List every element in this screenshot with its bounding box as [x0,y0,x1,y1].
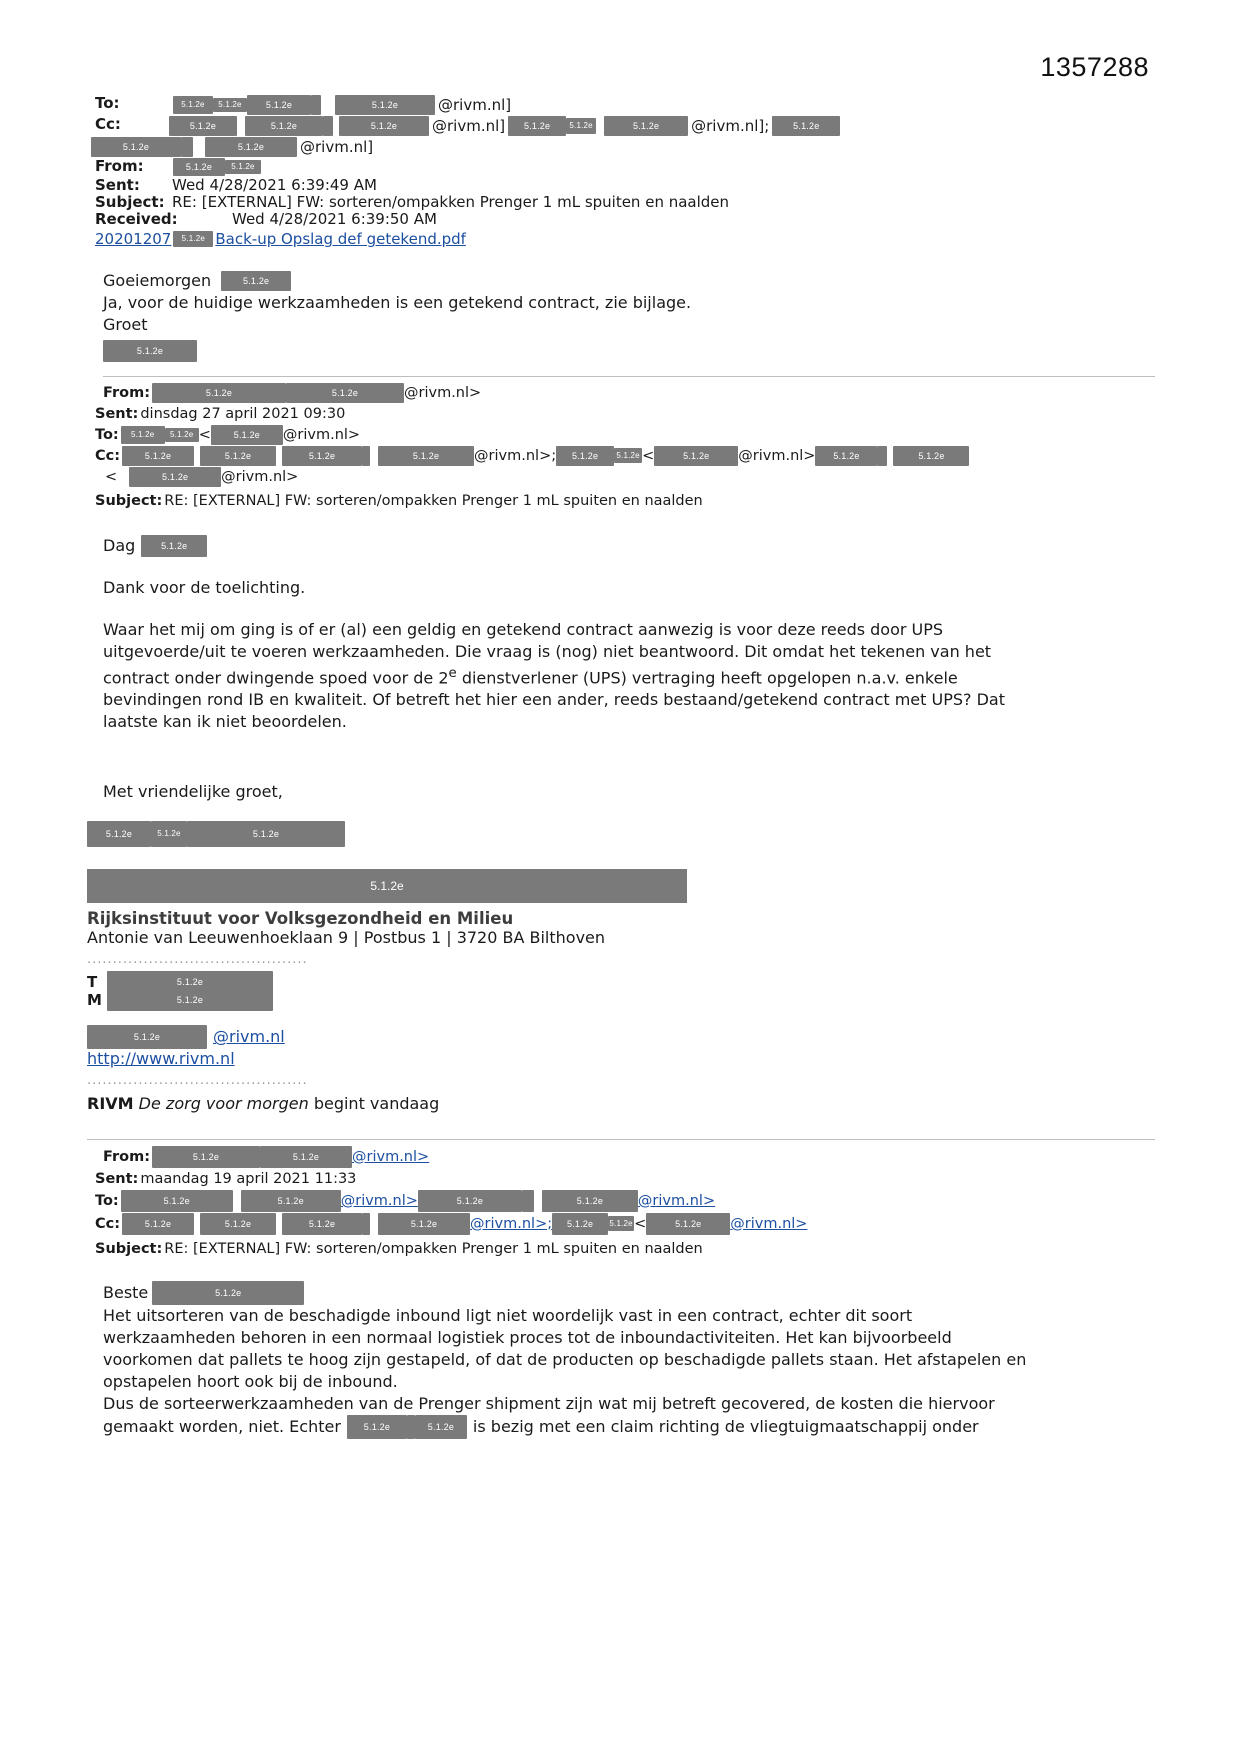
signature-website-link[interactable]: http://www.rivm.nl [87,1048,235,1068]
redaction: 5.1.2e [245,116,323,136]
redaction: 5.1.2e [893,446,969,466]
redaction: 5.1.2e [91,137,181,157]
dot-divider: ........................................... [87,954,308,967]
quoted-2-to-row [95,1190,1155,1212]
cc-domain: @rivm.nl] [432,117,506,135]
redaction: 5.1.2e [151,821,187,847]
redaction: 5.1.2e [556,446,614,466]
signature-organisation: Rijksinstituut voor Volksgezondheid en Milieu [87,908,514,928]
redaction [181,137,193,157]
subject-label: Subject: [95,1240,163,1257]
quoted-2-body [103,1281,1155,1439]
email-header-block [95,95,1155,248]
redaction: 5.1.2e [221,271,291,291]
quoted-2-line2: werkzaamheden behoren in een normaal logistiek proces tot de inboundactiviteiten. Het kan bijvoorbeeld [103,1327,952,1347]
header-row-subject [95,194,1155,210]
signature-email-domain[interactable]: @rivm.nl [213,1027,285,1047]
redaction: 5.1.2e [87,821,151,847]
redaction [522,1190,534,1212]
redaction: 5.1.2e [103,340,197,362]
sent-value: Wed 4/28/2021 6:39:49 AM [172,176,377,194]
sent-label: Sent: [95,405,139,422]
redaction: 5.1.2e [141,535,207,557]
quoted-1-p2-line1: Waar het mij om ging is of er (al) een geldig en getekend contract aanwezig is voor deze reeds door UPS [103,619,944,639]
redaction: 5.1.2e [121,426,165,444]
attachment-row[interactable] [95,230,1155,248]
quoted-1-body [103,535,1155,803]
redaction [311,95,321,115]
divider [103,376,1155,377]
redaction: 5.1.2e [187,821,345,847]
redaction: 5.1.2e [173,158,225,176]
quoted-2-sent-row [95,1169,1155,1189]
subject-label: Subject: [95,193,165,211]
from-label: From: [95,157,144,175]
rivm-tag: RIVM [87,1093,134,1113]
from-domain: @rivm.nl> [404,384,482,401]
redaction: 5.1.2e [378,1213,470,1235]
redaction: 5.1.2e [213,98,247,112]
redaction: 5.1.2e [508,116,566,136]
redaction: 5.1.2e [211,425,283,445]
redaction: 5.1.2e [152,1281,304,1305]
redaction: 5.1.2e [815,446,877,466]
redaction: 5.1.2e [173,231,213,247]
redaction: 5.1.2e [121,1190,233,1212]
attachment-prefix[interactable]: 20201207 [95,230,172,248]
to-domain[interactable]: @rivm.nl> [637,1192,716,1209]
quoted-1-header [95,383,1155,511]
redaction: 5.1.2e [260,1146,352,1168]
rivm-slogan-italic: De zorg voor morgen [138,1093,309,1113]
rivm-slogan-rest: begint vandaag [308,1093,440,1113]
cc-domain: @rivm.nl]; [691,117,770,135]
redaction: 5.1.2e [415,1415,467,1439]
header-row-from [95,158,1155,176]
dot-divider: ........................................... [87,1075,308,1088]
redaction: 5.1.2e [129,467,221,487]
quoted-1-signoff: Met vriendelijke groet, [103,781,283,801]
document-id: 1357288 [1040,52,1149,82]
quoted-1-p2-line4: bevindingen rond IB en kwaliteit. Of betreft het hier een ander, reeds bestaand/getekend contract met UPS? Dat [103,689,1005,709]
redaction: 5.1.2e [247,95,311,115]
attachment-link[interactable]: Back-up Opslag def getekend.pdf [215,230,466,248]
redaction: 5.1.2e [552,1213,608,1235]
mobile-label: M [87,990,102,1009]
quoted-1-p2-line5: laatste kan ik niet beoordelen. [103,711,347,731]
signature-address: Antonie van Leeuwenhoeklaan 9 | Postbus 1 | 3720 BA Bilthoven [87,927,606,947]
signature-block [87,821,1155,1113]
message-1-body [103,270,1155,362]
subject-value: RE: [EXTERNAL] FW: sorteren/ompakken Prenger 1 mL spuiten en naalden [164,492,703,509]
redaction [877,446,887,466]
quoted-1-sent-row [95,404,1155,424]
from-label: From: [103,1148,150,1165]
redaction: 5.1.2e [654,446,738,466]
header-row-sent [95,177,1155,193]
sent-value: dinsdag 27 april 2021 09:30 [140,405,346,422]
sent-value: maandag 19 april 2021 11:33 [140,1170,357,1187]
to-domain: @rivm.nl] [438,96,512,114]
quoted-2-line1: Het uitsorteren van de beschadigde inbound ligt niet woordelijk vast in een contract, echter dit soort [103,1305,913,1325]
to-domain: @rivm.nl> [282,426,361,443]
redaction: 5.1.2e [173,96,213,114]
to-label: To: [95,426,119,443]
redaction: 5.1.2e [152,383,286,403]
redaction: 5.1.2e [335,95,435,115]
p2-line3-sup: e [448,665,457,681]
to-label: To: [95,1192,119,1209]
redaction: 5.1.2e [122,1213,194,1235]
quoted-1-subject-row [95,491,1155,511]
header-row-to [95,95,1155,115]
redaction: 5.1.2e [418,1190,522,1212]
redaction: 5.1.2e [107,971,273,993]
redaction: 5.1.2e [165,428,199,442]
redaction: 5.1.2e [772,116,840,136]
header-row-cc [95,116,1155,136]
redaction: 5.1.2e [608,1216,634,1231]
to-label: To: [95,94,120,112]
quoted-1-to-row: To: 5.1.2e 5.1.2e < 5.1.2e @rivm.nl> [95,426,361,443]
quoted-1-cc-row-cont: < 5.1.2e @rivm.nl> [105,468,299,485]
p2-line3-a: contract onder dwingende spoed voor de 2 [103,667,449,687]
redaction: 5.1.2e [282,446,362,466]
received-value: Wed 4/28/2021 6:39:50 AM [232,210,437,228]
header-row-received [95,211,1155,227]
cc-domain: @rivm.nl] [300,138,374,156]
greeting: Goeiemorgen [103,271,212,290]
phone-label: T [87,972,98,991]
quoted-1-p1: Dank voor de toelichting. [103,577,306,597]
cc-domain[interactable]: @rivm.nl>; [470,1215,553,1232]
subject-label: Subject: [95,492,163,509]
from-label: From: [103,384,150,401]
redaction: 5.1.2e [169,116,237,136]
message-1-closing: Groet [103,315,148,334]
cc-label: Cc: [95,115,121,133]
quoted-2-line4: opstapelen hoort ook bij de inbound. [103,1371,398,1391]
redaction: 5.1.2e [87,869,687,903]
redaction: 5.1.2e [200,446,276,466]
quoted-1-p2-line3 [103,663,1155,689]
signature-mobile-row [87,989,1155,1011]
quoted-2-subject-row [95,1239,1155,1259]
redaction: 5.1.2e [225,160,261,174]
redaction: 5.1.2e [614,448,642,463]
sent-label: Sent: [95,1170,139,1187]
redaction: 5.1.2e [566,118,596,134]
redaction: 5.1.2e [286,383,404,403]
from-domain[interactable]: @rivm.nl> [352,1148,430,1165]
quoted-2-line5: Dus de sorteerwerkzaamheden van de Prenger shipment zijn wat mij betreft gecovered, de kosten die hiervoor [103,1393,995,1413]
subject-value: RE: [EXTERNAL] FW: sorteren/ompakken Prenger 1 mL spuiten en naalden [172,193,730,211]
redaction: 5.1.2e [646,1213,730,1235]
cc-domain: @rivm.nl>; [474,447,557,464]
redaction: 5.1.2e [87,1025,207,1049]
subject-value: RE: [EXTERNAL] FW: sorteren/ompakken Prenger 1 mL spuiten en naalden [164,1240,703,1257]
redaction: 5.1.2e [152,1146,260,1168]
quoted-1-from-row [103,383,1155,403]
cc-label: Cc: [95,447,121,464]
header-row-cc-cont [95,137,1155,157]
redaction: 5.1.2e [378,446,474,466]
redaction [362,1213,370,1235]
redaction: 5.1.2e [200,1213,276,1235]
greeting: Beste [103,1282,149,1302]
redaction [323,116,333,136]
quoted-2-line6-a: gemaakt worden, niet. Echter [103,1416,341,1436]
redaction [407,1415,415,1439]
sent-label: Sent: [95,176,140,194]
redaction: 5.1.2e [339,116,429,136]
redaction: 5.1.2e [542,1190,638,1212]
redaction: 5.1.2e [347,1415,407,1439]
redaction: 5.1.2e [604,116,688,136]
quoted-1-p2-line2: uitgevoerde/uit te voeren werkzaamheden. Die vraag is (nog) niet beantwoord. Dit omdat het tekenen van het [103,641,992,661]
quoted-2-from-row [103,1146,1155,1168]
p2-line3-b: dienstverlener (UPS) vertraging heeft opgelopen n.a.v. enkele [456,667,958,687]
message-1-line-1: Ja, voor de huidige werkzaamheden is een getekend contract, zie bijlage. [103,293,692,312]
quoted-1-cc-row: Cc: 5.1.2e 5.1.2e 5.1.2e 5.1.2e @rivm.nl>; 5.1.2e 5.1.2e < 5.1.2e @rivm.nl> 5.1.2e 5.1.2e [95,446,1155,466]
cc-domain: @rivm.nl> [738,447,816,464]
quoted-2-header [95,1146,1155,1259]
to-domain[interactable]: @rivm.nl> [340,1192,418,1209]
divider [87,1139,1155,1140]
redaction: 5.1.2e [241,1190,341,1212]
received-label: Received: [95,210,178,228]
greeting: Dag [103,535,136,555]
cc-label: Cc: [95,1215,121,1232]
quoted-2-cc-row: Cc: 5.1.2e 5.1.2e 5.1.2e 5.1.2e @rivm.nl>; 5.1.2e 5.1.2e < 5.1.2e @rivm.nl> [95,1213,1155,1235]
redaction: 5.1.2e [107,989,273,1011]
redaction: 5.1.2e [122,446,194,466]
quoted-2-line3: voorkomen dat pallets te hoog zijn gestapeld, of dat de producten op beschadigde pallets staan. Het afstapelen en [103,1349,1027,1369]
redaction: 5.1.2e [282,1213,362,1235]
quoted-2-line6-b: is bezig met een claim richting de vliegtuigmaatschappij onder [472,1416,979,1436]
redaction: 5.1.2e [205,137,297,157]
cc-domain: @rivm.nl> [221,468,299,485]
email-content [87,94,1155,1439]
cc-domain[interactable]: @rivm.nl> [730,1215,808,1232]
redaction [362,446,370,466]
